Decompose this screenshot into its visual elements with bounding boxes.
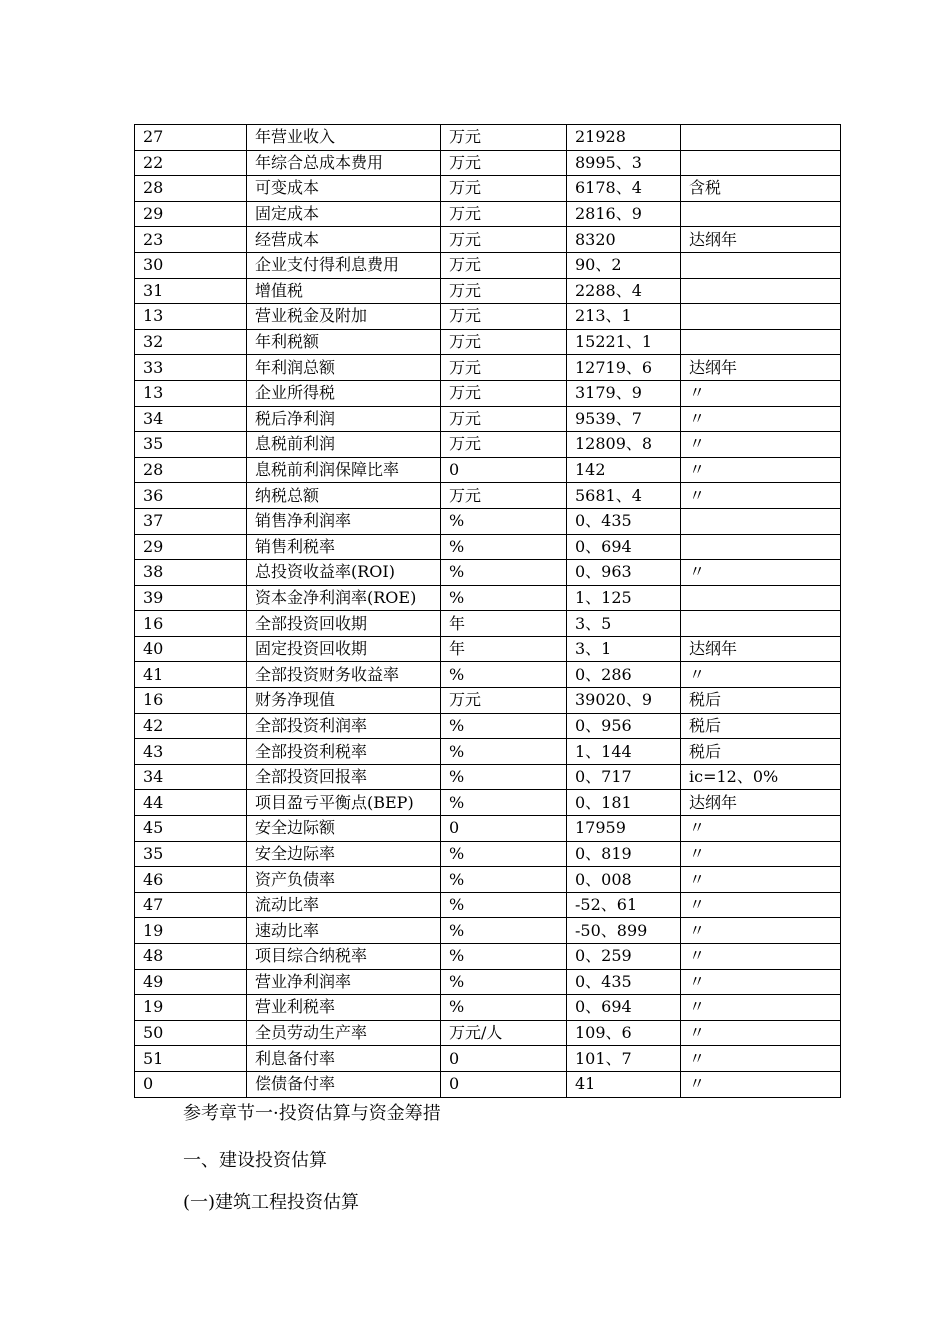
row-number-cell: 32 <box>135 329 247 355</box>
row-number-cell: 22 <box>135 150 247 176</box>
table-row <box>135 892 841 918</box>
table-row <box>135 662 841 688</box>
table-row <box>135 611 841 637</box>
unit-cell: 万元 <box>441 227 567 253</box>
remark-cell: 税后 <box>681 739 841 765</box>
unit-cell: 万元 <box>441 329 567 355</box>
value-cell: 0、694 <box>567 995 681 1021</box>
financial-indicator-table <box>134 124 841 1098</box>
value-cell: 0、956 <box>567 713 681 739</box>
row-number-cell: 13 <box>135 304 247 330</box>
value-cell: 142 <box>567 457 681 483</box>
row-number-cell: 35 <box>135 841 247 867</box>
unit-cell: % <box>441 918 567 944</box>
table-row <box>135 560 841 586</box>
remark-cell: 〃 <box>681 1046 841 1072</box>
remark-cell <box>681 150 841 176</box>
table-row <box>135 790 841 816</box>
table-row <box>135 457 841 483</box>
value-cell: 3179、9 <box>567 380 681 406</box>
indicator-name-cell: 销售净利润率 <box>247 508 441 534</box>
indicator-name-cell: 全部投资回报率 <box>247 764 441 790</box>
row-number-cell: 47 <box>135 892 247 918</box>
remark-cell: 税后 <box>681 713 841 739</box>
table-row <box>135 764 841 790</box>
table-row <box>135 355 841 381</box>
row-number-cell: 30 <box>135 252 247 278</box>
unit-cell: 万元 <box>441 406 567 432</box>
remark-cell <box>681 278 841 304</box>
indicator-name-cell: 全部投资利税率 <box>247 739 441 765</box>
remark-cell: 〃 <box>681 1020 841 1046</box>
indicator-name-cell: 流动比率 <box>247 892 441 918</box>
remark-cell: 〃 <box>681 995 841 1021</box>
table-row <box>135 304 841 330</box>
indicator-name-cell: 息税前利润保障比率 <box>247 457 441 483</box>
unit-cell: % <box>441 841 567 867</box>
row-number-cell: 19 <box>135 995 247 1021</box>
unit-cell: 0 <box>441 1071 567 1097</box>
remark-cell: 〃 <box>681 483 841 509</box>
row-number-cell: 42 <box>135 713 247 739</box>
indicator-name-cell: 全部投资利润率 <box>247 713 441 739</box>
unit-cell: 万元 <box>441 278 567 304</box>
value-cell: 0、008 <box>567 867 681 893</box>
table-row <box>135 483 841 509</box>
row-number-cell: 41 <box>135 662 247 688</box>
row-number-cell: 36 <box>135 483 247 509</box>
indicator-name-cell: 营业利税率 <box>247 995 441 1021</box>
remark-cell <box>681 611 841 637</box>
unit-cell: % <box>441 892 567 918</box>
remark-cell: 〃 <box>681 892 841 918</box>
table-row <box>135 739 841 765</box>
indicator-name-cell: 纳税总额 <box>247 483 441 509</box>
value-cell: 90、2 <box>567 252 681 278</box>
value-cell: 8320 <box>567 227 681 253</box>
table-row <box>135 816 841 842</box>
remark-cell <box>681 508 841 534</box>
table-row <box>135 278 841 304</box>
value-cell: 17959 <box>567 816 681 842</box>
remark-cell: 含税 <box>681 176 841 202</box>
remark-cell <box>681 329 841 355</box>
unit-cell: 万元 <box>441 483 567 509</box>
remark-cell <box>681 201 841 227</box>
indicator-name-cell: 经营成本 <box>247 227 441 253</box>
row-number-cell: 31 <box>135 278 247 304</box>
value-cell: 3、1 <box>567 636 681 662</box>
table-row <box>135 841 841 867</box>
section-heading: 一、建设投资估算 <box>183 1150 327 1171</box>
indicator-name-cell: 年营业收入 <box>247 125 441 151</box>
value-cell: -52、61 <box>567 892 681 918</box>
table-row <box>135 406 841 432</box>
value-cell: 0、435 <box>567 508 681 534</box>
remark-cell: 〃 <box>681 867 841 893</box>
remark-cell: 〃 <box>681 816 841 842</box>
row-number-cell: 16 <box>135 688 247 714</box>
value-cell: 41 <box>567 1071 681 1097</box>
indicator-name-cell: 项目盈亏平衡点(BEP) <box>247 790 441 816</box>
indicator-name-cell: 年利税额 <box>247 329 441 355</box>
indicator-name-cell: 安全边际额 <box>247 816 441 842</box>
row-number-cell: 39 <box>135 585 247 611</box>
remark-cell <box>681 585 841 611</box>
indicator-name-cell: 安全边际率 <box>247 841 441 867</box>
unit-cell: % <box>441 790 567 816</box>
remark-cell: 达纲年 <box>681 636 841 662</box>
row-number-cell: 16 <box>135 611 247 637</box>
indicator-name-cell: 项目综合纳税率 <box>247 944 441 970</box>
value-cell: 6178、4 <box>567 176 681 202</box>
indicator-name-cell: 营业净利润率 <box>247 969 441 995</box>
value-cell: 12719、6 <box>567 355 681 381</box>
unit-cell: 0 <box>441 1046 567 1072</box>
row-number-cell: 33 <box>135 355 247 381</box>
indicator-name-cell: 可变成本 <box>247 176 441 202</box>
unit-cell: 年 <box>441 636 567 662</box>
value-cell: 39020、9 <box>567 688 681 714</box>
unit-cell: % <box>441 995 567 1021</box>
row-number-cell: 40 <box>135 636 247 662</box>
value-cell: -50、899 <box>567 918 681 944</box>
reference-chapter-heading: 参考章节一·投资估算与资金筹措 <box>183 1103 441 1124</box>
value-cell: 101、7 <box>567 1046 681 1072</box>
table-row <box>135 1046 841 1072</box>
table-row <box>135 432 841 458</box>
indicator-name-cell: 息税前利润 <box>247 432 441 458</box>
value-cell: 0、259 <box>567 944 681 970</box>
value-cell: 213、1 <box>567 304 681 330</box>
remark-cell <box>681 534 841 560</box>
value-cell: 1、144 <box>567 739 681 765</box>
table-row <box>135 201 841 227</box>
unit-cell: 万元 <box>441 355 567 381</box>
table-row <box>135 252 841 278</box>
indicator-name-cell: 财务净现值 <box>247 688 441 714</box>
row-number-cell: 51 <box>135 1046 247 1072</box>
table-row <box>135 867 841 893</box>
table-row <box>135 688 841 714</box>
unit-cell: 万元/人 <box>441 1020 567 1046</box>
remark-cell: 〃 <box>681 1071 841 1097</box>
row-number-cell: 48 <box>135 944 247 970</box>
value-cell: 12809、8 <box>567 432 681 458</box>
remark-cell: 〃 <box>681 560 841 586</box>
remark-cell: 〃 <box>681 918 841 944</box>
unit-cell: 0 <box>441 457 567 483</box>
row-number-cell: 46 <box>135 867 247 893</box>
unit-cell: 万元 <box>441 380 567 406</box>
table-row <box>135 176 841 202</box>
value-cell: 0、819 <box>567 841 681 867</box>
value-cell: 3、5 <box>567 611 681 637</box>
table-row <box>135 1071 841 1097</box>
remark-cell: 达纲年 <box>681 790 841 816</box>
value-cell: 0、694 <box>567 534 681 560</box>
row-number-cell: 49 <box>135 969 247 995</box>
indicator-name-cell: 偿债备付率 <box>247 1071 441 1097</box>
value-cell: 5681、4 <box>567 483 681 509</box>
unit-cell: 万元 <box>441 176 567 202</box>
table-row <box>135 636 841 662</box>
value-cell: 0、435 <box>567 969 681 995</box>
row-number-cell: 28 <box>135 176 247 202</box>
table-row <box>135 150 841 176</box>
unit-cell: % <box>441 508 567 534</box>
indicator-name-cell: 利息备付率 <box>247 1046 441 1072</box>
unit-cell: % <box>441 739 567 765</box>
unit-cell: % <box>441 662 567 688</box>
table-row <box>135 329 841 355</box>
indicator-name-cell: 年综合总成本费用 <box>247 150 441 176</box>
row-number-cell: 13 <box>135 380 247 406</box>
remark-cell: 〃 <box>681 944 841 970</box>
table-row <box>135 944 841 970</box>
indicator-name-cell: 税后净利润 <box>247 406 441 432</box>
unit-cell: 0 <box>441 816 567 842</box>
remark-cell: 〃 <box>681 457 841 483</box>
unit-cell: % <box>441 867 567 893</box>
table-row <box>135 585 841 611</box>
value-cell: 9539、7 <box>567 406 681 432</box>
table-body <box>135 125 841 1098</box>
remark-cell: 〃 <box>681 662 841 688</box>
indicator-name-cell: 营业税金及附加 <box>247 304 441 330</box>
row-number-cell: 34 <box>135 764 247 790</box>
value-cell: 0、717 <box>567 764 681 790</box>
row-number-cell: 27 <box>135 125 247 151</box>
value-cell: 0、963 <box>567 560 681 586</box>
indicator-name-cell: 总投资收益率(ROI) <box>247 560 441 586</box>
unit-cell: % <box>441 713 567 739</box>
unit-cell: 万元 <box>441 150 567 176</box>
unit-cell: 万元 <box>441 432 567 458</box>
unit-cell: % <box>441 534 567 560</box>
table-row <box>135 508 841 534</box>
value-cell: 2816、9 <box>567 201 681 227</box>
remark-cell: 税后 <box>681 688 841 714</box>
indicator-name-cell: 全员劳动生产率 <box>247 1020 441 1046</box>
unit-cell: 年 <box>441 611 567 637</box>
indicator-name-cell: 年利润总额 <box>247 355 441 381</box>
indicator-name-cell: 资产负债率 <box>247 867 441 893</box>
value-cell: 15221、1 <box>567 329 681 355</box>
unit-cell: % <box>441 764 567 790</box>
remark-cell: 〃 <box>681 432 841 458</box>
value-cell: 0、181 <box>567 790 681 816</box>
indicator-name-cell: 全部投资回收期 <box>247 611 441 637</box>
table-row <box>135 227 841 253</box>
row-number-cell: 38 <box>135 560 247 586</box>
unit-cell: 万元 <box>441 304 567 330</box>
table-row <box>135 995 841 1021</box>
unit-cell: % <box>441 944 567 970</box>
unit-cell: 万元 <box>441 125 567 151</box>
unit-cell: 万元 <box>441 252 567 278</box>
row-number-cell: 44 <box>135 790 247 816</box>
indicator-name-cell: 固定成本 <box>247 201 441 227</box>
unit-cell: % <box>441 560 567 586</box>
value-cell: 0、286 <box>567 662 681 688</box>
indicator-name-cell: 固定投资回收期 <box>247 636 441 662</box>
table-row <box>135 918 841 944</box>
row-number-cell: 0 <box>135 1071 247 1097</box>
table-row <box>135 713 841 739</box>
row-number-cell: 45 <box>135 816 247 842</box>
row-number-cell: 29 <box>135 534 247 560</box>
indicator-name-cell: 销售利税率 <box>247 534 441 560</box>
indicator-name-cell: 企业所得税 <box>247 380 441 406</box>
value-cell: 2288、4 <box>567 278 681 304</box>
remark-cell <box>681 304 841 330</box>
row-number-cell: 23 <box>135 227 247 253</box>
subsection-heading: (一)建筑工程投资估算 <box>183 1192 360 1213</box>
value-cell: 109、6 <box>567 1020 681 1046</box>
row-number-cell: 50 <box>135 1020 247 1046</box>
value-cell: 8995、3 <box>567 150 681 176</box>
table-row <box>135 125 841 151</box>
unit-cell: % <box>441 969 567 995</box>
row-number-cell: 19 <box>135 918 247 944</box>
value-cell: 1、125 <box>567 585 681 611</box>
row-number-cell: 35 <box>135 432 247 458</box>
indicator-name-cell: 增值税 <box>247 278 441 304</box>
table-row <box>135 380 841 406</box>
row-number-cell: 28 <box>135 457 247 483</box>
unit-cell: 万元 <box>441 201 567 227</box>
unit-cell: 万元 <box>441 688 567 714</box>
table-row <box>135 969 841 995</box>
remark-cell: 达纲年 <box>681 355 841 381</box>
remark-cell: 达纲年 <box>681 227 841 253</box>
remark-cell: 〃 <box>681 406 841 432</box>
row-number-cell: 37 <box>135 508 247 534</box>
table-row <box>135 534 841 560</box>
value-cell: 21928 <box>567 125 681 151</box>
remark-cell <box>681 252 841 278</box>
indicator-name-cell: 企业支付得利息费用 <box>247 252 441 278</box>
indicator-name-cell: 资本金净利润率(ROE) <box>247 585 441 611</box>
remark-cell: 〃 <box>681 841 841 867</box>
remark-cell <box>681 125 841 151</box>
row-number-cell: 43 <box>135 739 247 765</box>
remark-cell: 〃 <box>681 380 841 406</box>
remark-cell: 〃 <box>681 969 841 995</box>
indicator-name-cell: 全部投资财务收益率 <box>247 662 441 688</box>
remark-cell: ic=12、0% <box>681 764 841 790</box>
row-number-cell: 34 <box>135 406 247 432</box>
row-number-cell: 29 <box>135 201 247 227</box>
table-row <box>135 1020 841 1046</box>
indicator-name-cell: 速动比率 <box>247 918 441 944</box>
unit-cell: % <box>441 585 567 611</box>
